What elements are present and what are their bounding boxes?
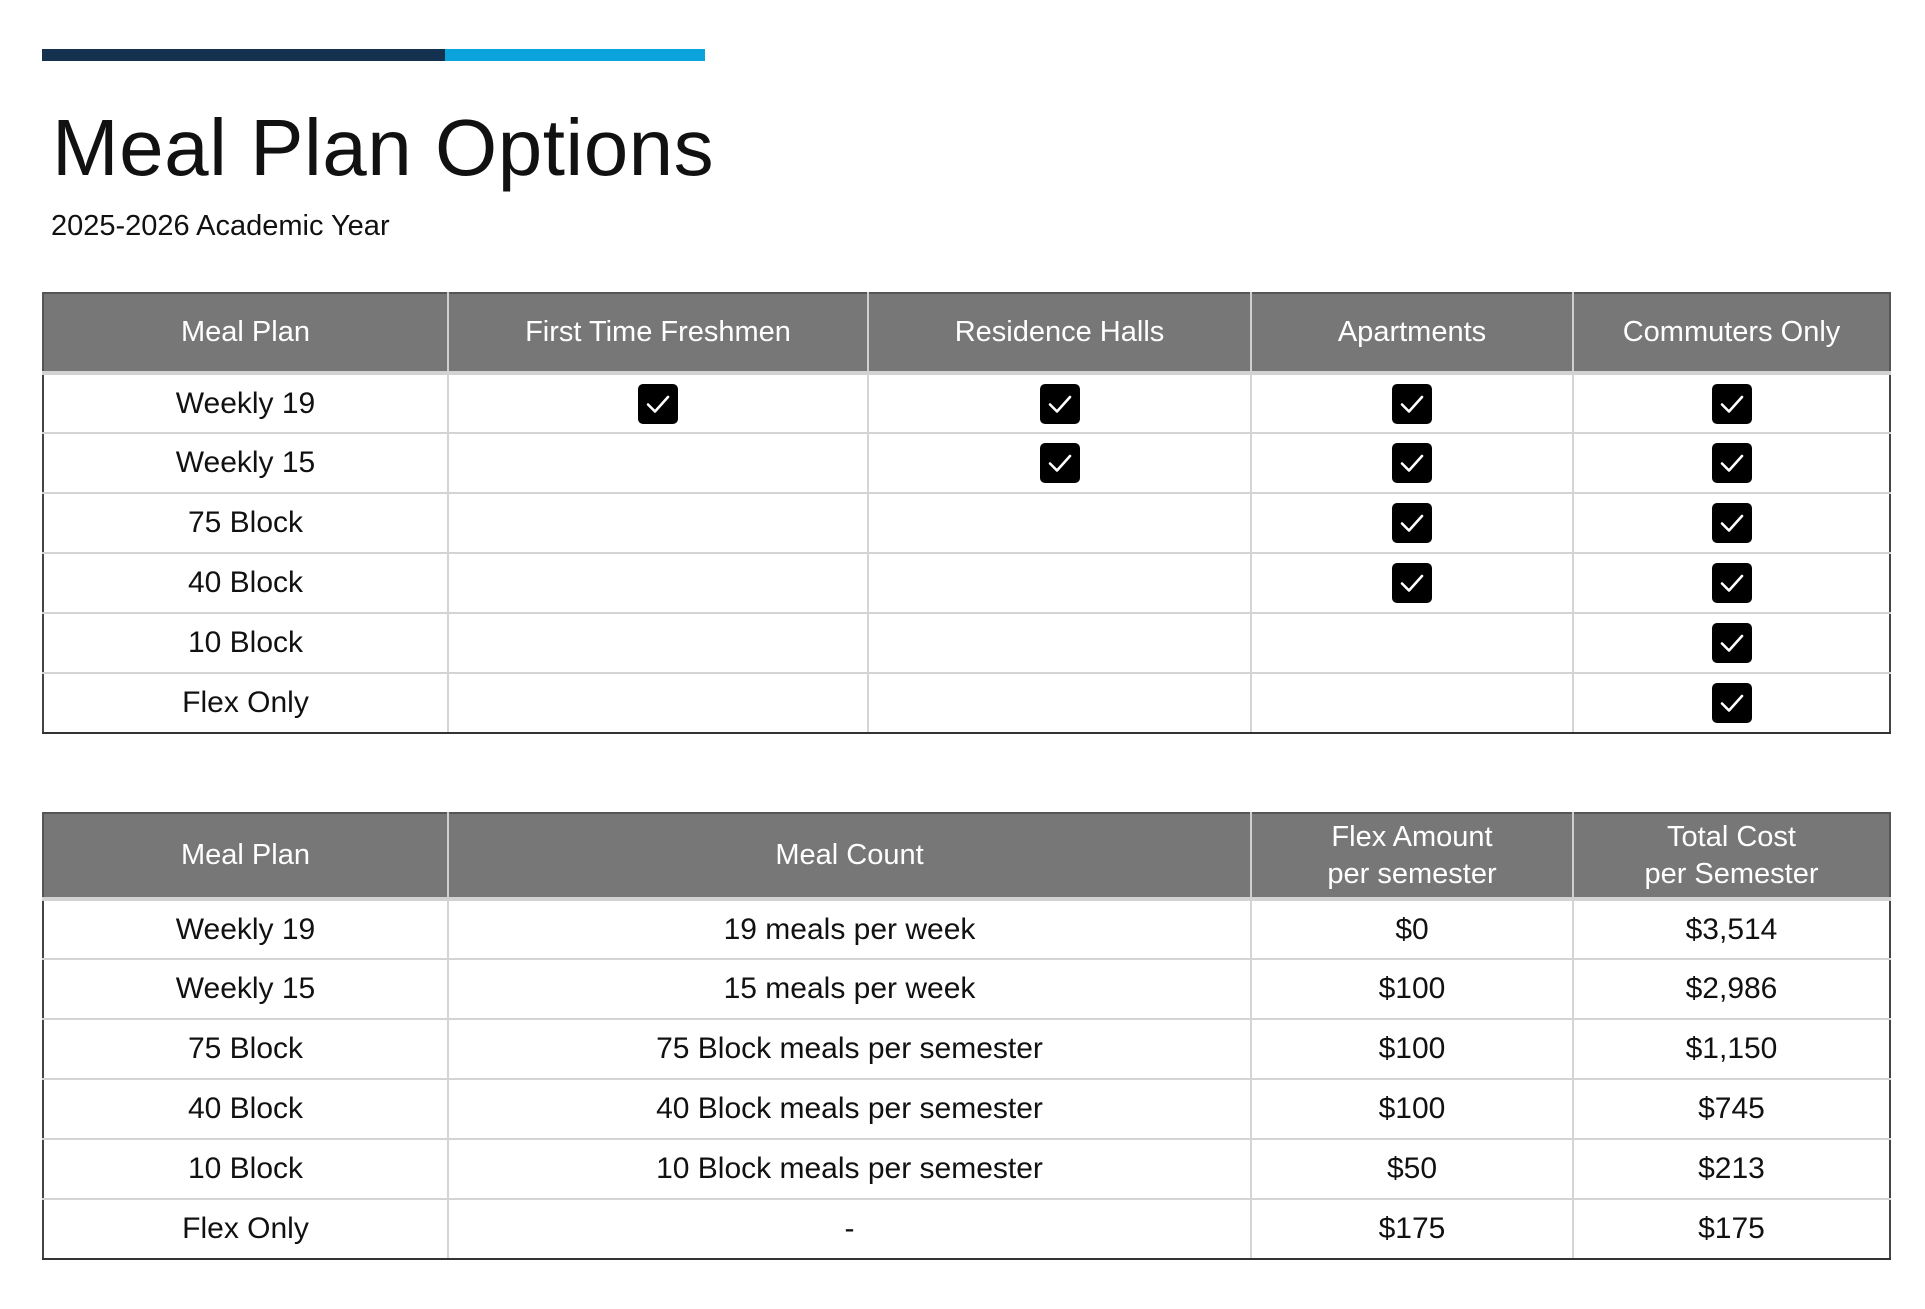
total-cost-cell: $745 xyxy=(1573,1079,1890,1139)
eligibility-cell xyxy=(1573,613,1890,673)
eligibility-cell xyxy=(1251,613,1573,673)
checkbox-checked-icon xyxy=(1392,563,1432,603)
column-header xyxy=(448,813,1251,899)
meal-plan-cell: 10 Block xyxy=(43,613,448,673)
eligibility-cell xyxy=(1251,553,1573,613)
eligibility-cell xyxy=(868,553,1251,613)
checkbox-checked-icon xyxy=(638,384,678,424)
checkbox-checked-icon xyxy=(1392,384,1432,424)
table-row xyxy=(43,613,1890,673)
column-header xyxy=(1251,813,1573,899)
checkbox-checked-icon xyxy=(1712,443,1752,483)
meal-plan-cell: Flex Only xyxy=(43,1199,448,1259)
meal-plan-cell: Weekly 19 xyxy=(43,899,448,959)
total-cost-cell: $175 xyxy=(1573,1199,1890,1259)
checkbox-checked-icon xyxy=(1392,443,1432,483)
column-header-line: Meal Count xyxy=(775,839,924,872)
column-header-line: Meal Plan xyxy=(181,839,310,872)
table-row xyxy=(43,1079,1890,1139)
checkbox-checked-icon xyxy=(1712,384,1752,424)
table-row xyxy=(43,373,1890,433)
cost-header-row xyxy=(43,813,1890,899)
page-title: Meal Plan Options xyxy=(52,103,715,192)
column-header: Apartments xyxy=(1251,293,1573,373)
eligibility-table-body xyxy=(43,373,1890,733)
meal-plan-cell: Weekly 15 xyxy=(43,433,448,493)
eligibility-cell xyxy=(448,553,868,613)
meal-plan-cell: Flex Only xyxy=(43,673,448,733)
eligibility-cell xyxy=(448,493,868,553)
meal-plan-cell: 75 Block xyxy=(43,493,448,553)
column-header xyxy=(43,813,448,899)
meal-plan-cell: Weekly 19 xyxy=(43,373,448,433)
table-row xyxy=(43,959,1890,1019)
table-row xyxy=(43,493,1890,553)
meal-plan-cell: 10 Block xyxy=(43,1139,448,1199)
eligibility-cell xyxy=(1573,673,1890,733)
flex-amount-cell: $100 xyxy=(1251,1079,1573,1139)
table-row xyxy=(43,553,1890,613)
flex-amount-cell: $50 xyxy=(1251,1139,1573,1199)
eligibility-cell xyxy=(868,433,1251,493)
flex-amount-cell: $0 xyxy=(1251,899,1573,959)
accent-bar xyxy=(42,49,705,61)
meal-count-cell: 15 meals per week xyxy=(448,959,1251,1019)
flex-amount-cell: $175 xyxy=(1251,1199,1573,1259)
eligibility-table xyxy=(42,292,1891,734)
eligibility-header-row xyxy=(43,293,1890,373)
meal-count-cell: 75 Block meals per semester xyxy=(448,1019,1251,1079)
total-cost-cell: $213 xyxy=(1573,1139,1890,1199)
table-row xyxy=(43,1019,1890,1079)
table-row xyxy=(43,899,1890,959)
eligibility-cell xyxy=(868,613,1251,673)
eligibility-cell xyxy=(448,433,868,493)
eligibility-cell xyxy=(868,673,1251,733)
meal-plan-cell: 75 Block xyxy=(43,1019,448,1079)
page-subtitle: 2025-2026 Academic Year xyxy=(51,210,390,242)
accent-bar-dark xyxy=(42,49,445,61)
column-header: Commuters Only xyxy=(1573,293,1890,373)
eligibility-cell xyxy=(448,373,868,433)
eligibility-cell xyxy=(868,493,1251,553)
eligibility-cell xyxy=(448,613,868,673)
eligibility-cell xyxy=(448,673,868,733)
eligibility-cell xyxy=(1251,673,1573,733)
table-row xyxy=(43,433,1890,493)
eligibility-cell xyxy=(1251,493,1573,553)
accent-bar-light xyxy=(445,49,705,61)
checkbox-checked-icon xyxy=(1392,503,1432,543)
column-header-line: per semester xyxy=(1327,857,1497,890)
total-cost-cell: $2,986 xyxy=(1573,959,1890,1019)
meal-count-cell: - xyxy=(448,1199,1251,1259)
flex-amount-cell: $100 xyxy=(1251,959,1573,1019)
eligibility-cell xyxy=(1251,373,1573,433)
cost-table-body xyxy=(43,899,1890,1259)
column-header xyxy=(1573,813,1890,899)
flex-amount-cell: $100 xyxy=(1251,1019,1573,1079)
column-header: Meal Plan xyxy=(43,293,448,373)
column-header-line: per Semester xyxy=(1644,857,1819,890)
checkbox-checked-icon xyxy=(1040,443,1080,483)
column-header-line: Flex Amount xyxy=(1331,821,1493,854)
eligibility-cell xyxy=(1573,433,1890,493)
table-row xyxy=(43,1139,1890,1199)
eligibility-cell xyxy=(1573,493,1890,553)
eligibility-cell xyxy=(1573,553,1890,613)
eligibility-cell xyxy=(868,373,1251,433)
column-header-line: Total Cost xyxy=(1667,821,1796,854)
total-cost-cell: $3,514 xyxy=(1573,899,1890,959)
cost-table xyxy=(42,812,1891,1260)
meal-plan-cell: 40 Block xyxy=(43,1079,448,1139)
checkbox-checked-icon xyxy=(1712,683,1752,723)
table-row xyxy=(43,673,1890,733)
meal-count-cell: 19 meals per week xyxy=(448,899,1251,959)
checkbox-checked-icon xyxy=(1040,384,1080,424)
column-header: First Time Freshmen xyxy=(448,293,868,373)
meal-count-cell: 40 Block meals per semester xyxy=(448,1079,1251,1139)
column-header: Residence Halls xyxy=(868,293,1251,373)
checkbox-checked-icon xyxy=(1712,623,1752,663)
checkbox-checked-icon xyxy=(1712,503,1752,543)
meal-plan-cell: Weekly 15 xyxy=(43,959,448,1019)
total-cost-cell: $1,150 xyxy=(1573,1019,1890,1079)
eligibility-cell xyxy=(1573,373,1890,433)
meal-plan-cell: 40 Block xyxy=(43,553,448,613)
eligibility-cell xyxy=(1251,433,1573,493)
meal-count-cell: 10 Block meals per semester xyxy=(448,1139,1251,1199)
checkbox-checked-icon xyxy=(1712,563,1752,603)
table-row xyxy=(43,1199,1890,1259)
